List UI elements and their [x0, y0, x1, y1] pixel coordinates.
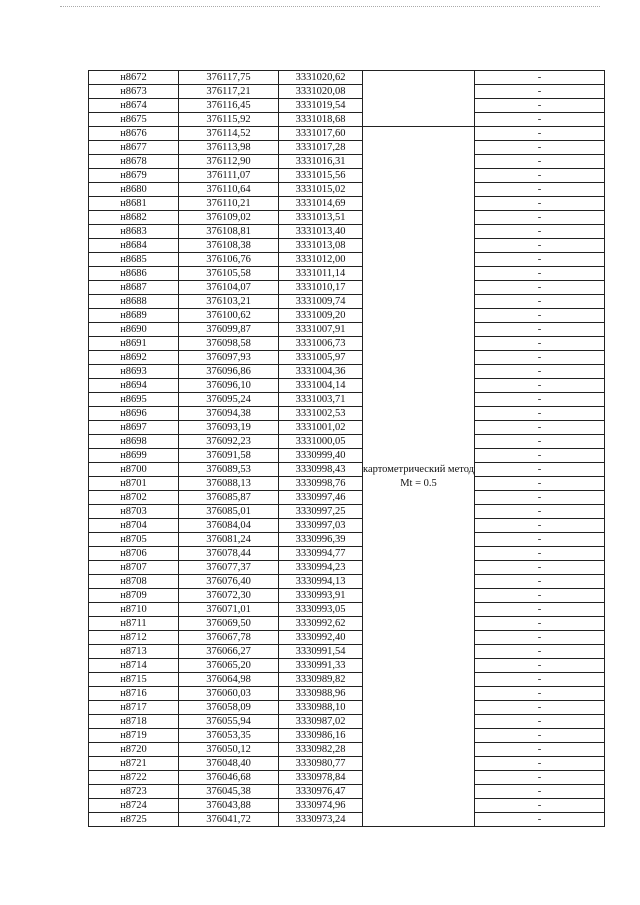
description-cell: - [475, 169, 605, 183]
x-coordinate-cell: 376041,72 [179, 813, 279, 827]
table-row [89, 505, 605, 519]
table-row [89, 113, 605, 127]
point-name-cell: н8679 [89, 169, 179, 183]
x-coordinate-cell: 376088,13 [179, 477, 279, 491]
description-cell: - [475, 365, 605, 379]
description-cell: - [475, 99, 605, 113]
y-coordinate-cell: 3330973,24 [279, 813, 363, 827]
y-coordinate-cell: 3330974,96 [279, 799, 363, 813]
y-coordinate-cell: 3331003,71 [279, 393, 363, 407]
point-name-cell: н8678 [89, 155, 179, 169]
table-row [89, 155, 605, 169]
table-row [89, 211, 605, 225]
table-row [89, 365, 605, 379]
point-name-cell: н8676 [89, 127, 179, 141]
x-coordinate-cell: 376110,64 [179, 183, 279, 197]
x-coordinate-cell: 376081,24 [179, 533, 279, 547]
description-cell: - [475, 379, 605, 393]
point-name-cell: н8673 [89, 85, 179, 99]
x-coordinate-cell: 376092,23 [179, 435, 279, 449]
x-coordinate-cell: 376117,75 [179, 71, 279, 85]
x-coordinate-cell: 376084,04 [179, 519, 279, 533]
point-name-cell: н8689 [89, 309, 179, 323]
y-coordinate-cell: 3331010,17 [279, 281, 363, 295]
description-cell: - [475, 519, 605, 533]
point-name-cell: н8709 [89, 589, 179, 603]
y-coordinate-cell: 3330997,25 [279, 505, 363, 519]
y-coordinate-cell: 3331000,05 [279, 435, 363, 449]
description-cell: - [475, 589, 605, 603]
table-row [89, 281, 605, 295]
point-name-cell: н8717 [89, 701, 179, 715]
table-row [89, 463, 605, 477]
coordinates-table [88, 70, 605, 827]
y-coordinate-cell: 3330989,82 [279, 673, 363, 687]
x-coordinate-cell: 376071,01 [179, 603, 279, 617]
y-coordinate-cell: 3330993,05 [279, 603, 363, 617]
description-cell: - [475, 659, 605, 673]
x-coordinate-cell: 376104,07 [179, 281, 279, 295]
description-cell: - [475, 617, 605, 631]
method-cell-empty [363, 71, 475, 127]
table-row [89, 379, 605, 393]
y-coordinate-cell: 3330992,40 [279, 631, 363, 645]
point-name-cell: н8677 [89, 141, 179, 155]
point-name-cell: н8690 [89, 323, 179, 337]
x-coordinate-cell: 376112,90 [179, 155, 279, 169]
point-name-cell: н8706 [89, 547, 179, 561]
y-coordinate-cell: 3330994,23 [279, 561, 363, 575]
table-row [89, 323, 605, 337]
point-name-cell: н8684 [89, 239, 179, 253]
x-coordinate-cell: 376076,40 [179, 575, 279, 589]
point-name-cell: н8675 [89, 113, 179, 127]
table-row [89, 659, 605, 673]
point-name-cell: н8703 [89, 505, 179, 519]
x-coordinate-cell: 376110,21 [179, 197, 279, 211]
description-cell: - [475, 449, 605, 463]
description-cell: - [475, 645, 605, 659]
table-row [89, 197, 605, 211]
point-name-cell: н8715 [89, 673, 179, 687]
point-name-cell: н8674 [89, 99, 179, 113]
x-coordinate-cell: 376111,07 [179, 169, 279, 183]
x-coordinate-cell: 376108,38 [179, 239, 279, 253]
y-coordinate-cell: 3331017,28 [279, 141, 363, 155]
x-coordinate-cell: 376099,87 [179, 323, 279, 337]
table-row [89, 253, 605, 267]
description-cell: - [475, 547, 605, 561]
description-cell: - [475, 197, 605, 211]
x-coordinate-cell: 376060,03 [179, 687, 279, 701]
table-row [89, 799, 605, 813]
point-name-cell: н8702 [89, 491, 179, 505]
point-name-cell: н8707 [89, 561, 179, 575]
point-name-cell: н8710 [89, 603, 179, 617]
description-cell: - [475, 799, 605, 813]
y-coordinate-cell: 3331013,51 [279, 211, 363, 225]
table-row [89, 813, 605, 827]
table-row [89, 547, 605, 561]
x-coordinate-cell: 376115,92 [179, 113, 279, 127]
table-row [89, 295, 605, 309]
x-coordinate-cell: 376085,01 [179, 505, 279, 519]
y-coordinate-cell: 3330986,16 [279, 729, 363, 743]
description-cell: - [475, 309, 605, 323]
x-coordinate-cell: 376095,24 [179, 393, 279, 407]
point-name-cell: н8705 [89, 533, 179, 547]
description-cell: - [475, 603, 605, 617]
x-coordinate-cell: 376105,58 [179, 267, 279, 281]
y-coordinate-cell: 3330992,62 [279, 617, 363, 631]
x-coordinate-cell: 376117,21 [179, 85, 279, 99]
x-coordinate-cell: 376043,88 [179, 799, 279, 813]
table-row [89, 127, 605, 141]
y-coordinate-cell: 3331009,74 [279, 295, 363, 309]
table-row [89, 435, 605, 449]
x-coordinate-cell: 376078,44 [179, 547, 279, 561]
y-coordinate-cell: 3331020,62 [279, 71, 363, 85]
point-name-cell: н8719 [89, 729, 179, 743]
point-name-cell: н8696 [89, 407, 179, 421]
table-row [89, 85, 605, 99]
table-row [89, 617, 605, 631]
y-coordinate-cell: 3330997,03 [279, 519, 363, 533]
table-row [89, 631, 605, 645]
y-coordinate-cell: 3331020,08 [279, 85, 363, 99]
y-coordinate-cell: 3331005,97 [279, 351, 363, 365]
description-cell: - [475, 421, 605, 435]
y-coordinate-cell: 3331004,36 [279, 365, 363, 379]
point-name-cell: н8698 [89, 435, 179, 449]
y-coordinate-cell: 3330982,28 [279, 743, 363, 757]
table-row [89, 169, 605, 183]
x-coordinate-cell: 376096,10 [179, 379, 279, 393]
table-row [89, 533, 605, 547]
description-cell: - [475, 813, 605, 827]
table-row [89, 645, 605, 659]
table-row [89, 183, 605, 197]
table-row [89, 99, 605, 113]
description-cell: - [475, 435, 605, 449]
y-coordinate-cell: 3331014,69 [279, 197, 363, 211]
point-name-cell: н8716 [89, 687, 179, 701]
x-coordinate-cell: 376069,50 [179, 617, 279, 631]
table-row [89, 337, 605, 351]
table-row [89, 71, 605, 85]
description-cell: - [475, 211, 605, 225]
description-cell: - [475, 71, 605, 85]
table-row [89, 771, 605, 785]
point-name-cell: н8700 [89, 463, 179, 477]
description-cell: - [475, 281, 605, 295]
x-coordinate-cell: 376096,86 [179, 365, 279, 379]
x-coordinate-cell: 376045,38 [179, 785, 279, 799]
description-cell: - [475, 155, 605, 169]
description-cell: - [475, 701, 605, 715]
y-coordinate-cell: 3330994,13 [279, 575, 363, 589]
table-row [89, 309, 605, 323]
table-row [89, 575, 605, 589]
description-cell: - [475, 407, 605, 421]
description-cell: - [475, 729, 605, 743]
x-coordinate-cell: 376046,68 [179, 771, 279, 785]
description-cell: - [475, 757, 605, 771]
x-coordinate-cell: 376055,94 [179, 715, 279, 729]
table-row [89, 225, 605, 239]
point-name-cell: н8682 [89, 211, 179, 225]
table-row [89, 351, 605, 365]
y-coordinate-cell: 3331009,20 [279, 309, 363, 323]
description-cell: - [475, 253, 605, 267]
point-name-cell: н8721 [89, 757, 179, 771]
y-coordinate-cell: 3331013,40 [279, 225, 363, 239]
description-cell: - [475, 295, 605, 309]
table-row [89, 393, 605, 407]
x-coordinate-cell: 376116,45 [179, 99, 279, 113]
x-coordinate-cell: 376050,12 [179, 743, 279, 757]
table-row [89, 477, 605, 491]
table-row [89, 267, 605, 281]
description-cell: - [475, 687, 605, 701]
y-coordinate-cell: 3330980,77 [279, 757, 363, 771]
point-name-cell: н8718 [89, 715, 179, 729]
table-row [89, 785, 605, 799]
point-name-cell: н8725 [89, 813, 179, 827]
x-coordinate-cell: 376113,98 [179, 141, 279, 155]
description-cell: - [475, 575, 605, 589]
table-row [89, 407, 605, 421]
method-cell: картометрический метод Mt = 0.5 [363, 127, 475, 827]
x-coordinate-cell: 376066,27 [179, 645, 279, 659]
description-cell: - [475, 477, 605, 491]
x-coordinate-cell: 376093,19 [179, 421, 279, 435]
y-coordinate-cell: 3330976,47 [279, 785, 363, 799]
table-row [89, 141, 605, 155]
table-row [89, 603, 605, 617]
y-coordinate-cell: 3331019,54 [279, 99, 363, 113]
description-cell: - [475, 351, 605, 365]
point-name-cell: н8688 [89, 295, 179, 309]
x-coordinate-cell: 376064,98 [179, 673, 279, 687]
x-coordinate-cell: 376114,52 [179, 127, 279, 141]
point-name-cell: н8720 [89, 743, 179, 757]
table-row [89, 421, 605, 435]
x-coordinate-cell: 376091,58 [179, 449, 279, 463]
point-name-cell: н8712 [89, 631, 179, 645]
description-cell: - [475, 113, 605, 127]
table-row [89, 757, 605, 771]
description-cell: - [475, 85, 605, 99]
y-coordinate-cell: 3331016,31 [279, 155, 363, 169]
table-row [89, 687, 605, 701]
point-name-cell: н8687 [89, 281, 179, 295]
x-coordinate-cell: 376048,40 [179, 757, 279, 771]
point-name-cell: н8686 [89, 267, 179, 281]
point-name-cell: н8724 [89, 799, 179, 813]
point-name-cell: н8699 [89, 449, 179, 463]
table-row [89, 701, 605, 715]
description-cell: - [475, 505, 605, 519]
y-coordinate-cell: 3331007,91 [279, 323, 363, 337]
y-coordinate-cell: 3330998,43 [279, 463, 363, 477]
description-cell: - [475, 715, 605, 729]
description-cell: - [475, 183, 605, 197]
table-row [89, 715, 605, 729]
point-name-cell: н8701 [89, 477, 179, 491]
point-name-cell: н8694 [89, 379, 179, 393]
x-coordinate-cell: 376094,38 [179, 407, 279, 421]
x-coordinate-cell: 376072,30 [179, 589, 279, 603]
description-cell: - [475, 631, 605, 645]
description-cell: - [475, 225, 605, 239]
x-coordinate-cell: 376065,20 [179, 659, 279, 673]
y-coordinate-cell: 3330987,02 [279, 715, 363, 729]
point-name-cell: н8723 [89, 785, 179, 799]
y-coordinate-cell: 3330991,54 [279, 645, 363, 659]
table-row [89, 449, 605, 463]
y-coordinate-cell: 3330999,40 [279, 449, 363, 463]
x-coordinate-cell: 376085,87 [179, 491, 279, 505]
y-coordinate-cell: 3331013,08 [279, 239, 363, 253]
description-cell: - [475, 673, 605, 687]
y-coordinate-cell: 3330996,39 [279, 533, 363, 547]
table-row [89, 561, 605, 575]
table-row [89, 491, 605, 505]
y-coordinate-cell: 3330997,46 [279, 491, 363, 505]
y-coordinate-cell: 3330978,84 [279, 771, 363, 785]
y-coordinate-cell: 3330988,96 [279, 687, 363, 701]
x-coordinate-cell: 376106,76 [179, 253, 279, 267]
x-coordinate-cell: 376097,93 [179, 351, 279, 365]
point-name-cell: н8704 [89, 519, 179, 533]
x-coordinate-cell: 376058,09 [179, 701, 279, 715]
y-coordinate-cell: 3331012,00 [279, 253, 363, 267]
table-row [89, 239, 605, 253]
scan-header-strip [60, 6, 600, 11]
point-name-cell: н8681 [89, 197, 179, 211]
point-name-cell: н8691 [89, 337, 179, 351]
y-coordinate-cell: 3330991,33 [279, 659, 363, 673]
description-cell: - [475, 561, 605, 575]
description-cell: - [475, 337, 605, 351]
description-cell: - [475, 463, 605, 477]
point-name-cell: н8695 [89, 393, 179, 407]
point-name-cell: н8685 [89, 253, 179, 267]
x-coordinate-cell: 376053,35 [179, 729, 279, 743]
description-cell: - [475, 393, 605, 407]
x-coordinate-cell: 376109,02 [179, 211, 279, 225]
point-name-cell: н8697 [89, 421, 179, 435]
y-coordinate-cell: 3331015,02 [279, 183, 363, 197]
description-cell: - [475, 141, 605, 155]
description-cell: - [475, 771, 605, 785]
x-coordinate-cell: 376089,53 [179, 463, 279, 477]
point-name-cell: н8672 [89, 71, 179, 85]
table-row [89, 729, 605, 743]
y-coordinate-cell: 3331018,68 [279, 113, 363, 127]
description-cell: - [475, 239, 605, 253]
table-row [89, 743, 605, 757]
table-row [89, 673, 605, 687]
y-coordinate-cell: 3331001,02 [279, 421, 363, 435]
y-coordinate-cell: 3331002,53 [279, 407, 363, 421]
x-coordinate-cell: 376103,21 [179, 295, 279, 309]
y-coordinate-cell: 3331011,14 [279, 267, 363, 281]
x-coordinate-cell: 376077,37 [179, 561, 279, 575]
point-name-cell: н8722 [89, 771, 179, 785]
y-coordinate-cell: 3331017,60 [279, 127, 363, 141]
y-coordinate-cell: 3331015,56 [279, 169, 363, 183]
description-cell: - [475, 533, 605, 547]
x-coordinate-cell: 376067,78 [179, 631, 279, 645]
table-row [89, 589, 605, 603]
x-coordinate-cell: 376108,81 [179, 225, 279, 239]
point-name-cell: н8680 [89, 183, 179, 197]
y-coordinate-cell: 3330998,76 [279, 477, 363, 491]
table-row [89, 519, 605, 533]
x-coordinate-cell: 376098,58 [179, 337, 279, 351]
coordinates-table-body [89, 71, 605, 827]
y-coordinate-cell: 3330988,10 [279, 701, 363, 715]
x-coordinate-cell: 376100,62 [179, 309, 279, 323]
point-name-cell: н8708 [89, 575, 179, 589]
description-cell: - [475, 491, 605, 505]
description-cell: - [475, 743, 605, 757]
point-name-cell: н8714 [89, 659, 179, 673]
point-name-cell: н8713 [89, 645, 179, 659]
description-cell: - [475, 127, 605, 141]
point-name-cell: н8683 [89, 225, 179, 239]
description-cell: - [475, 785, 605, 799]
point-name-cell: н8693 [89, 365, 179, 379]
y-coordinate-cell: 3331006,73 [279, 337, 363, 351]
point-name-cell: н8692 [89, 351, 179, 365]
y-coordinate-cell: 3330993,91 [279, 589, 363, 603]
y-coordinate-cell: 3330994,77 [279, 547, 363, 561]
point-name-cell: н8711 [89, 617, 179, 631]
y-coordinate-cell: 3331004,14 [279, 379, 363, 393]
description-cell: - [475, 267, 605, 281]
description-cell: - [475, 323, 605, 337]
